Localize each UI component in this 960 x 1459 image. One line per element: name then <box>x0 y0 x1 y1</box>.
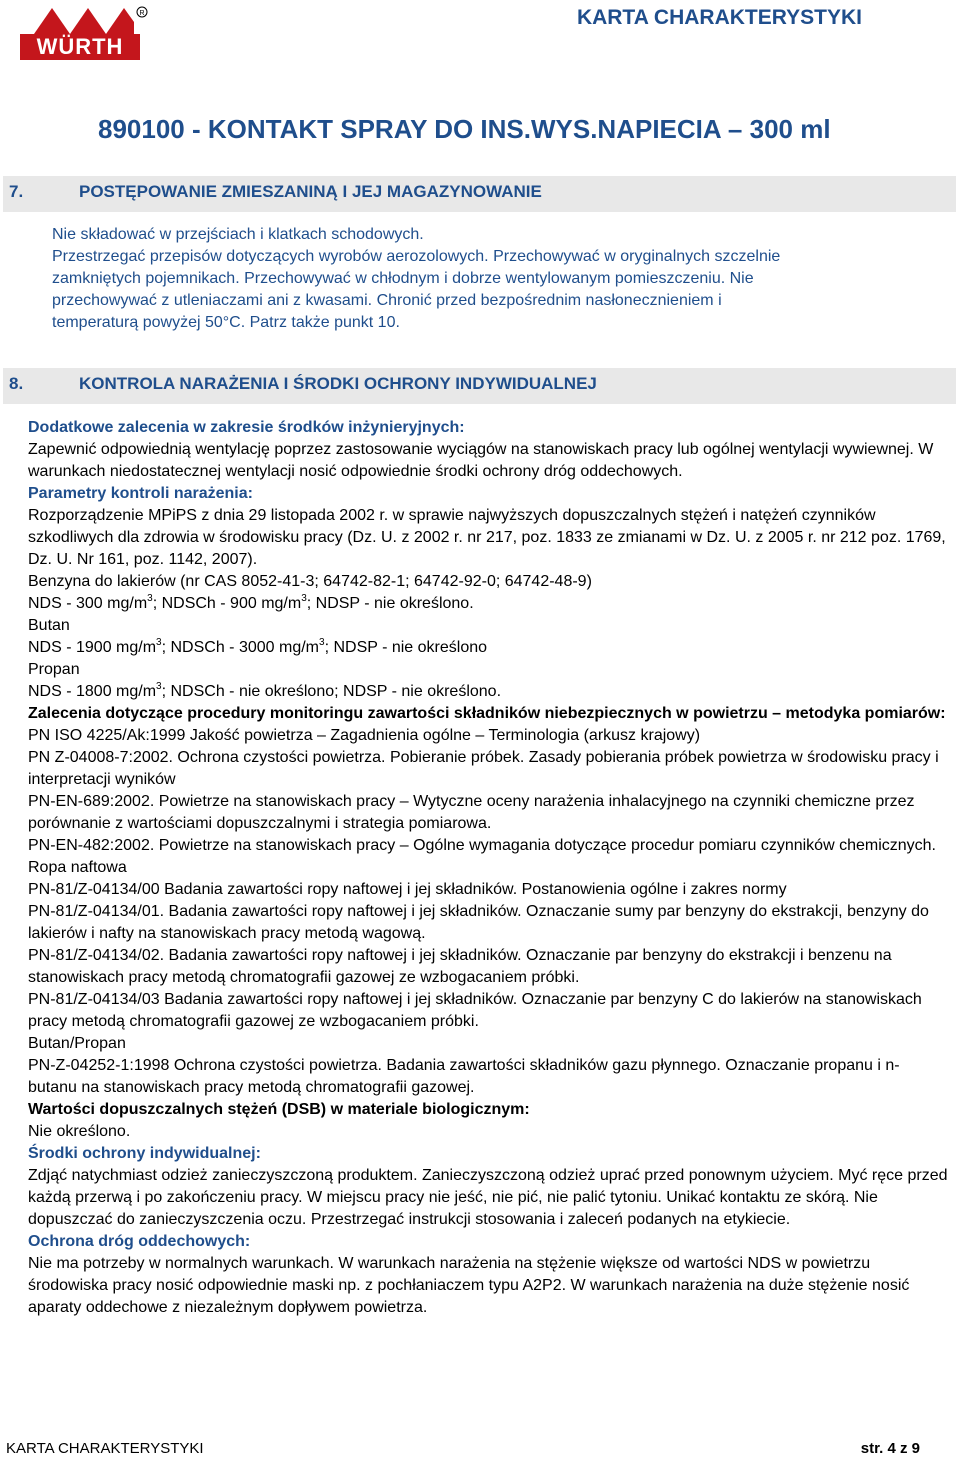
respiratory-heading: Ochrona dróg oddechowych: <box>28 1233 251 1250</box>
monitoring-line: Ropa naftowa <box>28 859 127 876</box>
section-7-number: 7. <box>9 182 24 201</box>
section-8-title: KONTROLA NARAŻENIA I ŚRODKI OCHRONY INDYWIDUALNEJ <box>79 374 597 393</box>
page-number: str. 4 z 9 <box>860 1440 920 1457</box>
propan-limits: NDS - 1800 $mg/m^3$; NDSCh - nie określono; NDSP - nie określono. <box>28 680 502 700</box>
footer-doc-type: KARTA CHARAKTERYSTYKI <box>6 1440 204 1457</box>
monitoring-line: PN-Z-04252-1:1998 Ochrona czystości powietrza. Badania zawartości składników gazu płynnego. Oznaczanie propanu i n-butanu na stanowiskach pracy metodą chromatografii gazowej. <box>28 1057 900 1096</box>
benzyna-limits: NDS - 300 $mg/m^3$; NDSCh - 900 $mg/m^3$; NDSP - nie określono. <box>28 592 474 612</box>
monitoring-line: PN Z-04008-7:2002. Ochrona czystości powietrza. Pobieranie próbek. Zasady pobierania próbek powietrza w środowisku pracy i interpretacji wyników <box>28 749 939 788</box>
section-7-title: POSTĘPOWANIE ZMIESZANINĄ I JEJ MAGAZYNOWANIE <box>79 182 542 201</box>
section-7-line: zamkniętych pojemnikach. Przechowywać w chłodnym i dobrze wentylowanym pomieszczeniu. Nie <box>52 270 754 287</box>
monitoring-line: PN-81/Z-04134/01. Badania zawartości ropy naftowej i jej składników. Oznaczanie sumy par benzyny do ekstrakcji, benzyny do lakierów i nafty na stanowiskach pracy metodą wagową. <box>28 903 929 942</box>
svg-text:R: R <box>139 10 145 17</box>
engineering-heading: Dodatkowe zalecenia w zakresie środków inżynieryjnych: <box>28 419 465 436</box>
section-8-header <box>3 366 956 404</box>
respiratory-text: Nie ma potrzeby w normalnych warunkach. W warunkach narażenia na stężenie większe od wartości NDS w powietrzu środowiska pracy nosić odpowiednie maski np. z pochłaniaczem typu A2P2. W warunkach narażenia na duże stężenie nosić aparaty oddechowe z niezależnym dopływem powietrza. <box>28 1255 910 1316</box>
monitoring-heading: Zalecenia dotyczące procedury monitoringu zawartości składników niebezpiecznych w powietrzu – metodyka pomiarów: <box>28 705 946 722</box>
params-text: Rozporządzenie MPiPS z dnia 29 listopada 2002 r. w sprawie najwyższych dopuszczalnych stężeń i natężeń czynników szkodliwych dla zdrowia w środowisku pracy (Dz. U. z 2002 r. nr 217, poz. 1833 ze zmianami w Dz. U. z 2005 r. nr 212 poz. 1769, Dz. U. Nr 161, poz. 1142, 2007). <box>28 507 946 568</box>
section-7-line: przechowywać z utleniaczami ani z kwasami. Chronić przed bezpośrednim nasłonecznieniem i <box>52 292 722 309</box>
section-7-line: Nie składować w przejściach i klatkach schodowych. <box>52 226 424 243</box>
monitoring-line: PN-81/Z-04134/03 Badania zawartości ropy naftowej i jej składników. Oznaczanie par benzyny C do lakierów na stanowiskach pracy metodą chromatografii gazowej ze wzbogacaniem próbki. <box>28 991 922 1030</box>
engineering-text: Zapewnić odpowiednią wentylację poprzez zastosowanie wyciągów na stanowiskach pracy lub ogólnej wentylacji wywiewnej. W warunkach niedostatecznej wentylacji nosić odpowiednie środki ochrony dróg oddechowych. <box>28 441 934 480</box>
monitoring-line: PN-EN-482:2002. Powietrze na stanowiskach pracy – Ogólne wymagania dotyczące procedur pomiaru czynników chemicznych. <box>28 837 936 854</box>
monitoring-line: PN-EN-689:2002. Powietrze na stanowiskach pracy – Wytyczne oceny narażenia inhalacyjnego na czynniki chemiczne przez porównanie z wartościami dopuszczalnymi i strategia pomiarowa. <box>28 793 915 832</box>
dsb-heading: Wartości dopuszczalnych stężeń (DSB) w materiale biologicznym: <box>28 1101 530 1118</box>
ppe-text: Zdjąć natychmiast odzież zanieczyszczoną produktem. Zanieczyszczoną odzież uprać przed ponownym użyciem. Myć ręce przed każdą przerwą i po zakończeniu pracy. W miejscu pracy nie jeść, nie pić, nie palić tytoniu. Unikać kontaktu ze skórą. Nie dopuszczać do zanieczyszczenia oczu. Przestrzegać instrukcji stosowania i zaleceń podanych na etykiecie. <box>28 1167 948 1228</box>
section-7-body <box>52 224 932 334</box>
section-7-line: temperaturą powyżej 50°C. Patrz także punkt 10. <box>52 314 400 331</box>
dsb-text: Nie określono. <box>28 1123 131 1140</box>
monitoring-line: PN ISO 4225/Ak:1999 Jakość powietrza – Zagadnienia ogólne – Terminologia (arkusz krajowy) <box>28 727 701 744</box>
section-8-number: 8. <box>9 374 24 393</box>
logo-wordmark: WÜRTH <box>20 34 140 60</box>
section-7-header <box>3 174 956 212</box>
monitoring-line: PN-81/Z-04134/00 Badania zawartości ropy naftowej i jej składników. Postanowienia ogólne i zakres normy <box>28 881 787 898</box>
ppe-heading: Środki ochrony indywidualnej: <box>28 1145 261 1162</box>
document-type-title: KARTA CHARAKTERYSTYKI <box>576 6 862 29</box>
product-title: 890100 - KONTAKT SPRAY DO INS.WYS.NAPIECIA – 300 ml <box>98 114 831 144</box>
benzyna-name: Benzyna do lakierów (nr CAS 8052-41-3; 64742-82-1; 64742-92-0; 64742-48-9) <box>28 573 592 590</box>
wurth-logo <box>12 4 150 68</box>
params-heading: Parametry kontroli narażenia: <box>28 485 253 502</box>
butan-limits: NDS - 1900 $mg/m^3$; NDSCh - 3000 $mg/m^3$; NDSP - nie określono <box>28 636 488 656</box>
section-8-body <box>28 417 948 1319</box>
butan-name: Butan <box>28 617 70 634</box>
section-7-line: Przestrzegać przepisów dotyczących wyrobów aerozolowych. Przechowywać w oryginalnych szczelnie <box>52 248 781 265</box>
propan-name: Propan <box>28 661 80 678</box>
monitoring-line: Butan/Propan <box>28 1035 126 1052</box>
monitoring-line: PN-81/Z-04134/02. Badania zawartości ropy naftowej i jej składników. Oznaczanie par benzyny do ekstrakcji i benzenu na stanowiskach pracy metodą chromatografii gazowej ze wzbogacaniem próbki. <box>28 947 892 986</box>
